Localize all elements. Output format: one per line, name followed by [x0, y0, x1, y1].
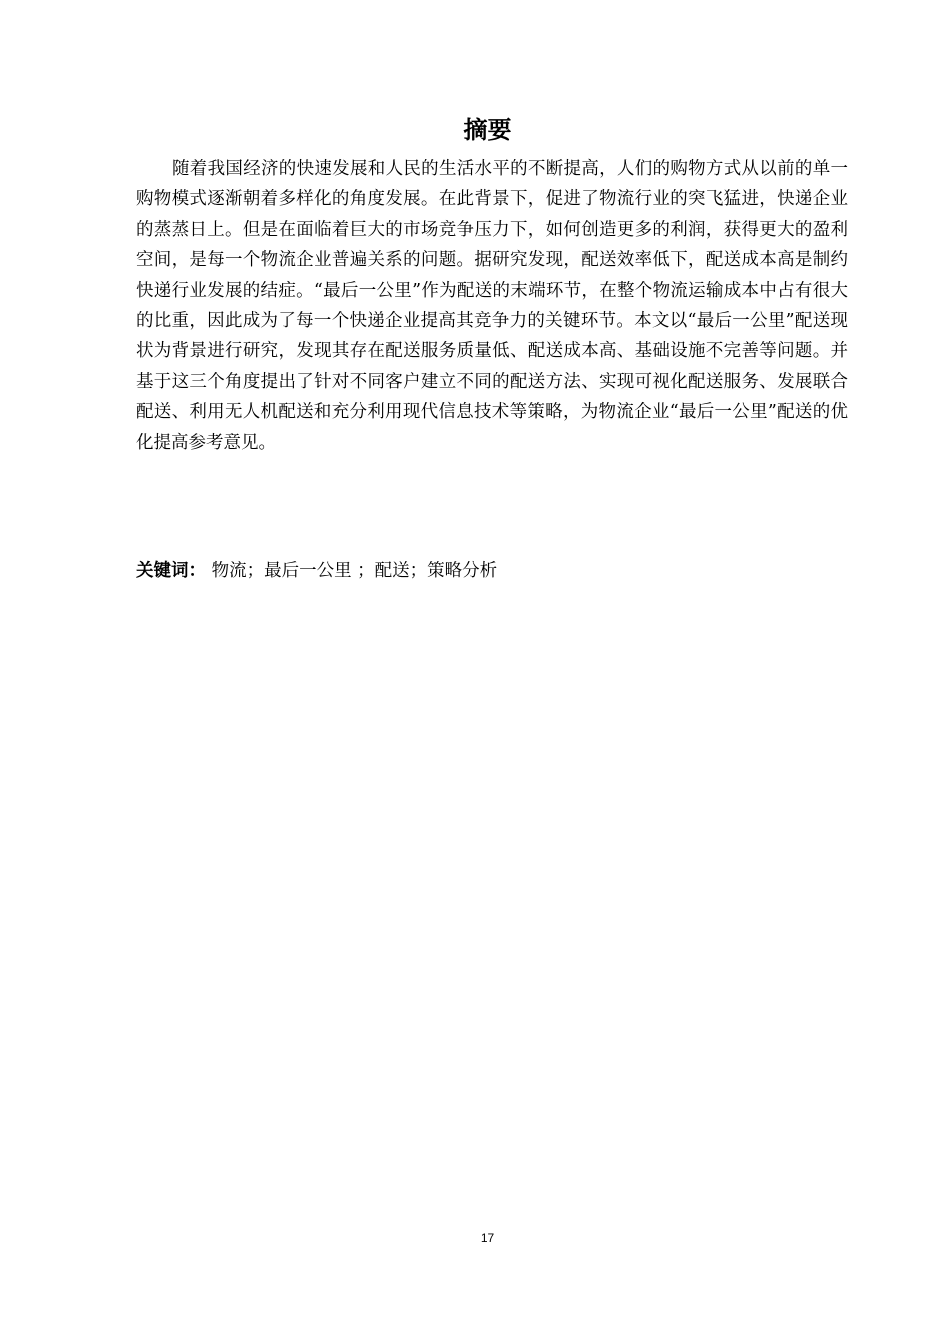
page-title: 摘要 — [463, 116, 512, 144]
keywords-value: 物流；最后一公里 ；配送；策略分析 — [211, 561, 498, 581]
page-number: 17 — [480, 1231, 495, 1245]
abstract-paragraph: 随着我国经济的快速发展和人民的生活水平的不断提高，人们的购物方式从以前的单一购物模式逐渐朝着多样化的角度发展。在此背景下，促进了物流行业的突飞猛进，快递企业的蒸蒸日上。但是在面临着巨大的市场竞争压力下，如何创造更多的利润，获得更大的盈利空间，是每一个物流企业普遍关系的问题。据研究发现，配送效率低下，配送成本高是制约快递行业发展的结症。“最后一公里”作为配送的末端环节，在整个物流运输成本中占有很大的比重，因此成为了每一个快递企业提高其竞争力的关键环节。本文以“最后一公里”配送现状为背景进行研究，发现其存在配送服务质量低、配送成本高、基础设施不完善等问题。并基于这三个角度提出了针对不同客户建立不同的配送方法、实现可视化配送服务、发展联合配送、利用无人机配送和充分利用现代信息技术等策略，为物流企业“最后一公里”配送的优化提高参考意见。 — [136, 159, 848, 453]
keywords-line — [136, 556, 848, 586]
keywords-label: 关键词： — [136, 561, 206, 581]
